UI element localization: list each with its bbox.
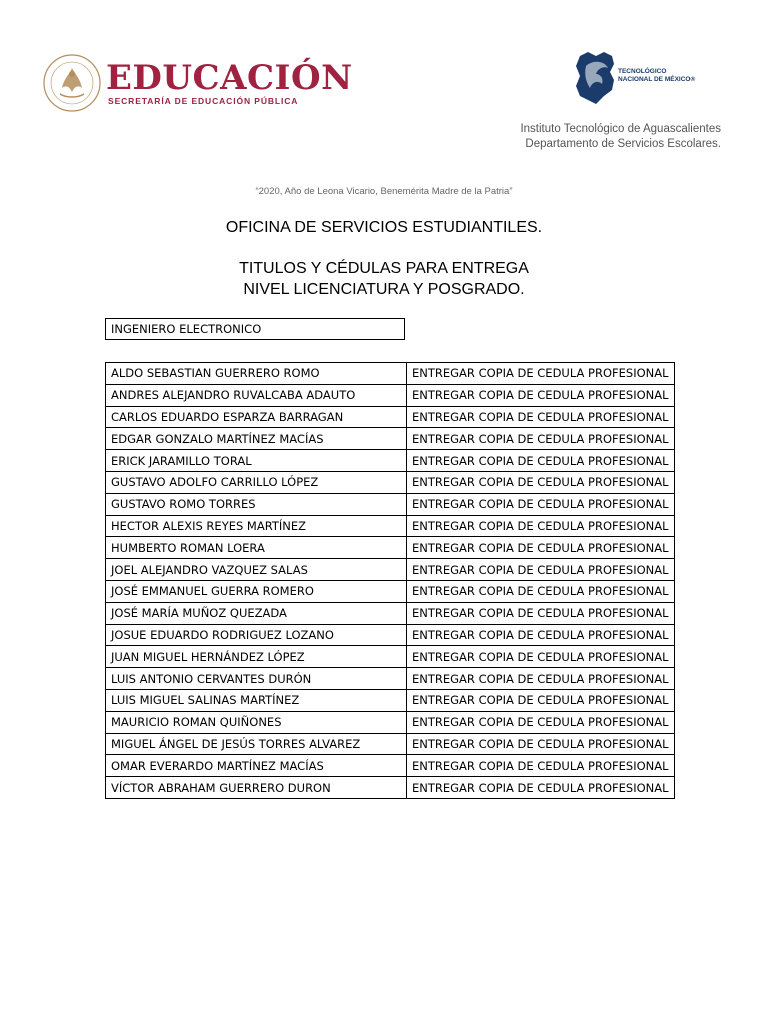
table-row [106, 646, 675, 668]
status-cell: ENTREGAR COPIA DE CEDULA PROFESIONAL [407, 363, 675, 385]
status-cell: ENTREGAR COPIA DE CEDULA PROFESIONAL [407, 689, 675, 711]
status-cell: ENTREGAR COPIA DE CEDULA PROFESIONAL [407, 668, 675, 690]
student-name-cell: GUSTAVO ROMO TORRES [106, 493, 407, 515]
table-row [106, 384, 675, 406]
student-name-cell: JOSUE EDUARDO RODRIGUEZ LOZANO [106, 624, 407, 646]
status-cell: ENTREGAR COPIA DE CEDULA PROFESIONAL [407, 602, 675, 624]
status-cell: ENTREGAR COPIA DE CEDULA PROFESIONAL [407, 580, 675, 602]
career-label: INGENIERO ELECTRONICO [105, 318, 405, 340]
status-cell: ENTREGAR COPIA DE CEDULA PROFESIONAL [407, 646, 675, 668]
table-row [106, 471, 675, 493]
table-row [106, 559, 675, 581]
status-cell: ENTREGAR COPIA DE CEDULA PROFESIONAL [407, 733, 675, 755]
student-name-cell: GUSTAVO ADOLFO CARRILLO LÓPEZ [106, 471, 407, 493]
student-name-cell: VÍCTOR ABRAHAM GUERRERO DURON [106, 777, 407, 799]
table-row [106, 689, 675, 711]
department-name: Departamento de Servicios Escolares. [525, 138, 721, 150]
institute-name: Instituto Tecnológico de Aguascalientes [520, 123, 721, 135]
status-cell: ENTREGAR COPIA DE CEDULA PROFESIONAL [407, 755, 675, 777]
student-name-cell: MAURICIO ROMAN QUIÑONES [106, 711, 407, 733]
status-cell: ENTREGAR COPIA DE CEDULA PROFESIONAL [407, 450, 675, 472]
sep-brand [106, 58, 353, 106]
student-name-cell: HECTOR ALEXIS REYES MARTÍNEZ [106, 515, 407, 537]
tecnm-wordmark [618, 68, 695, 84]
status-cell: ENTREGAR COPIA DE CEDULA PROFESIONAL [407, 493, 675, 515]
status-cell: ENTREGAR COPIA DE CEDULA PROFESIONAL [407, 711, 675, 733]
table-row [106, 537, 675, 559]
tecnm-line-1: TECNOLÓGICO [618, 68, 667, 75]
status-cell: ENTREGAR COPIA DE CEDULA PROFESIONAL [407, 406, 675, 428]
status-cell: ENTREGAR COPIA DE CEDULA PROFESIONAL [407, 777, 675, 799]
table-row [106, 602, 675, 624]
brand-subtitle: SECRETARÍA DE EDUCACIÓN PÚBLICA [108, 96, 299, 106]
table-row [106, 624, 675, 646]
status-cell: ENTREGAR COPIA DE CEDULA PROFESIONAL [407, 428, 675, 450]
student-name-cell: LUIS MIGUEL SALINAS MARTÍNEZ [106, 689, 407, 711]
student-name-cell: OMAR EVERARDO MARTÍNEZ MACÍAS [106, 755, 407, 777]
table-row [106, 711, 675, 733]
table-row [106, 450, 675, 472]
student-name-cell: JUAN MIGUEL HERNÁNDEZ LÓPEZ [106, 646, 407, 668]
table-row [106, 428, 675, 450]
table-row [106, 363, 675, 385]
student-name-cell: CARLOS EDUARDO ESPARZA BARRAGAN [106, 406, 407, 428]
office-heading: OFICINA DE SERVICIOS ESTUDIANTILES. [225, 219, 543, 236]
students-table [105, 362, 675, 799]
status-cell: ENTREGAR COPIA DE CEDULA PROFESIONAL [407, 471, 675, 493]
status-cell: ENTREGAR COPIA DE CEDULA PROFESIONAL [407, 559, 675, 581]
table-row [106, 777, 675, 799]
status-cell: ENTREGAR COPIA DE CEDULA PROFESIONAL [407, 624, 675, 646]
student-name-cell: JOSÉ MARÍA MUÑOZ QUEZADA [106, 602, 407, 624]
table-row [106, 755, 675, 777]
brand-title: EDUCACIÓN [106, 58, 353, 98]
title-line-2: NIVEL LICENCIATURA Y POSGRADO. [243, 281, 525, 298]
status-cell: ENTREGAR COPIA DE CEDULA PROFESIONAL [407, 384, 675, 406]
table-row [106, 406, 675, 428]
status-cell: ENTREGAR COPIA DE CEDULA PROFESIONAL [407, 515, 675, 537]
table-row [106, 668, 675, 690]
institute-info [520, 122, 721, 152]
table-row [106, 733, 675, 755]
table-row [106, 580, 675, 602]
student-name-cell: MIGUEL ÁNGEL DE JESÚS TORRES ALVAREZ [106, 733, 407, 755]
title-line-1: TITULOS Y CÉDULAS PARA ENTREGA [239, 260, 529, 277]
student-name-cell: EDGAR GONZALO MARTÍNEZ MACÍAS [106, 428, 407, 450]
student-name-cell: ANDRES ALEJANDRO RUVALCABA ADAUTO [106, 384, 407, 406]
status-cell: ENTREGAR COPIA DE CEDULA PROFESIONAL [407, 537, 675, 559]
table-row [106, 493, 675, 515]
student-name-cell: JOEL ALEJANDRO VAZQUEZ SALAS [106, 559, 407, 581]
student-name-cell: HUMBERTO ROMAN LOERA [106, 537, 407, 559]
student-name-cell: LUIS ANTONIO CERVANTES DURÓN [106, 668, 407, 690]
student-name-cell: JOSÉ EMMANUEL GUERRA ROMERO [106, 580, 407, 602]
student-name-cell: ERICK JARAMILLO TORAL [106, 450, 407, 472]
tecnm-line-2: NACIONAL DE MÉXICO® [618, 76, 696, 83]
student-name-cell: ALDO SEBASTIAN GUERRERO ROMO [106, 363, 407, 385]
year-motto: “2020, Año de Leona Vicario, Benemérita Madre de la Patria” [255, 186, 513, 197]
table-row [106, 515, 675, 537]
sep-seal-icon [42, 52, 102, 114]
